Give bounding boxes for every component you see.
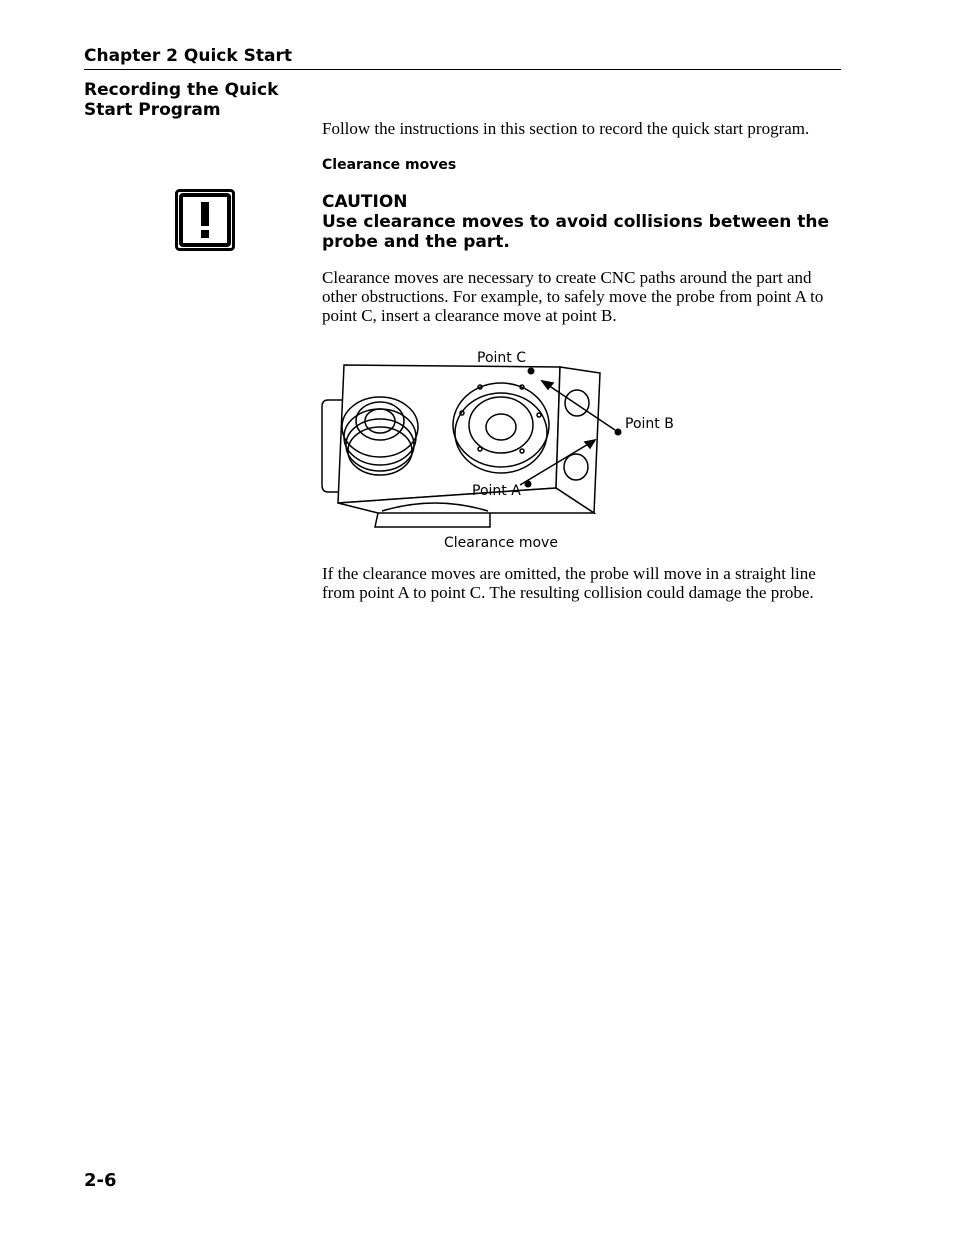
point-a-label: Point A bbox=[472, 483, 521, 499]
figure-caption: Clearance move bbox=[444, 535, 558, 551]
omitted-clearance-paragraph: If the clearance moves are omitted, the probe will move in a straight line from point A to point C. The resulting collision could damage the probe. bbox=[322, 564, 816, 602]
caution-text: Use clearance moves to avoid collisions between the probe and the part. bbox=[322, 212, 830, 252]
clearance-explanation-paragraph: Clearance moves are necessary to create CNC paths around the part and other obstructions. For example, to safely move the probe from point A to point C, insert a clearance move at point B. bbox=[322, 268, 824, 325]
intro-paragraph: Follow the instructions in this section to record the quick start program. bbox=[322, 119, 810, 138]
point-c-label: Point C bbox=[477, 350, 526, 366]
bottom-cylinder bbox=[375, 513, 490, 527]
clearance-move-diagram bbox=[320, 345, 680, 555]
caution-block bbox=[322, 192, 847, 252]
section-title bbox=[84, 80, 314, 120]
section-title-line1: Recording the Quick bbox=[84, 80, 279, 100]
point-c-marker bbox=[528, 368, 535, 375]
caution-warning-icon bbox=[175, 189, 235, 251]
page-number: 2-6 bbox=[84, 1170, 117, 1191]
point-b-label: Point B bbox=[625, 416, 674, 432]
point-b-marker bbox=[615, 429, 622, 436]
subheading-clearance-moves: Clearance moves bbox=[322, 157, 457, 173]
chapter-header: Chapter 2 Quick Start bbox=[84, 46, 841, 70]
point-a-marker bbox=[525, 481, 532, 488]
caution-label: CAUTION bbox=[322, 192, 408, 212]
section-title-line2: Start Program bbox=[84, 100, 221, 120]
